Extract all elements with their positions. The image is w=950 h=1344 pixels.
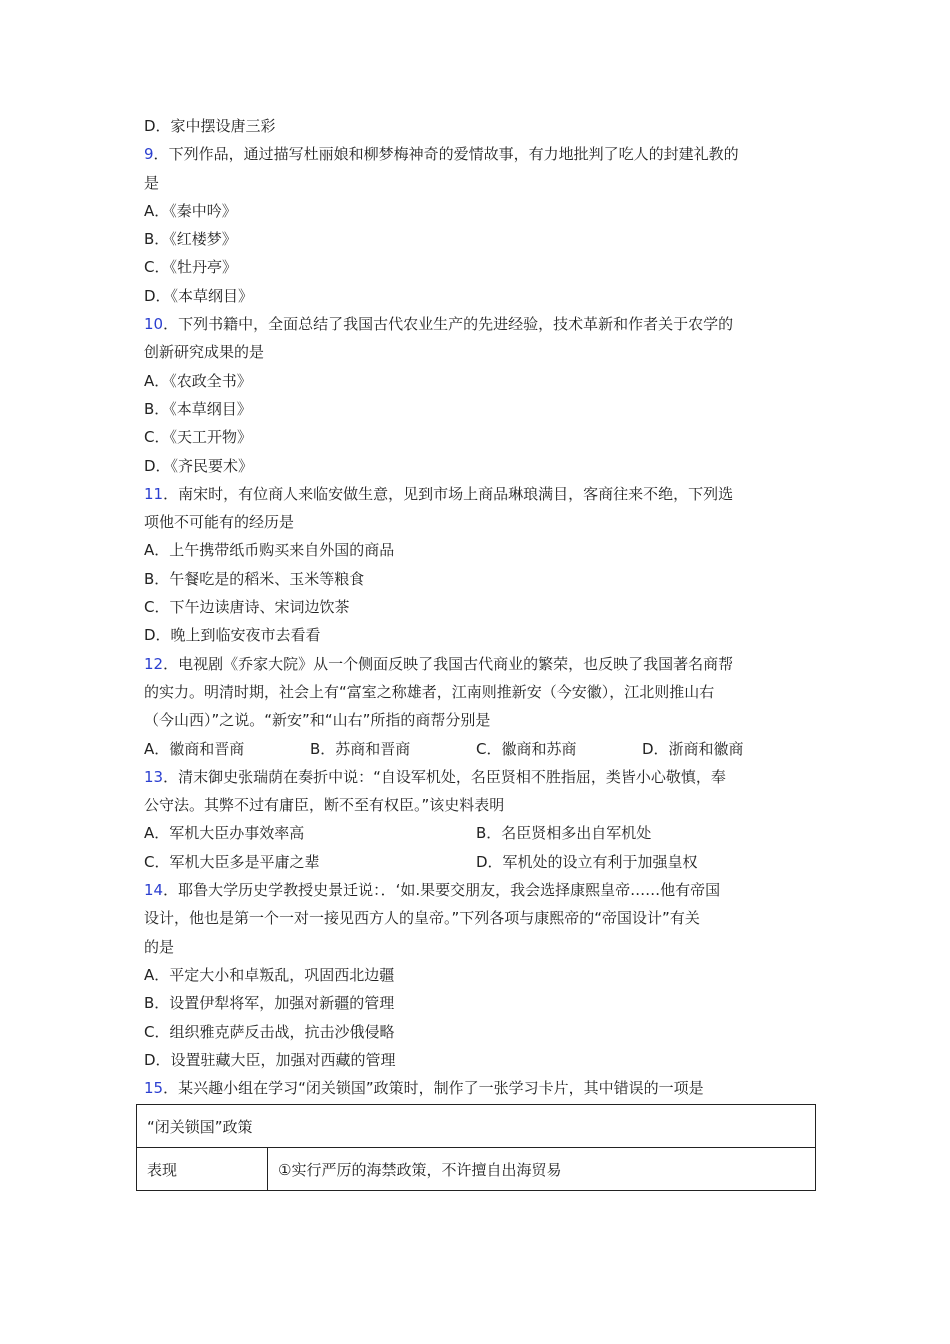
exam-page xyxy=(144,112,816,1102)
answer-option: B．《红楼梦》 xyxy=(144,230,237,249)
answer-option: D．家中摆设唐三彩 xyxy=(144,117,276,135)
table-label-cell: 表现 xyxy=(137,1148,268,1191)
question-separator: ． xyxy=(163,1079,179,1098)
option-row xyxy=(144,848,816,876)
answer-option: B．《本草纲目》 xyxy=(144,399,252,418)
answer-option: A．上午携带纸币购买来自外国的商品 xyxy=(144,541,395,560)
answer-option: D．浙商和徽商 xyxy=(642,739,744,758)
question-number: 11 xyxy=(144,484,164,503)
question-line xyxy=(144,310,816,338)
answer-option: A．军机大臣办事效率高 xyxy=(144,824,305,843)
question-number: 10 xyxy=(144,315,164,334)
table-value-cell: ①实行严厉的海禁政策，不许擅自出海贸易 xyxy=(268,1148,816,1191)
question-continuation: 是 xyxy=(144,173,160,192)
answer-option: D．《本草纲目》 xyxy=(144,286,254,305)
answer-option: C．下午边读唐诗、宋词边饮茶 xyxy=(144,598,350,617)
question-line xyxy=(144,1074,816,1102)
question-line xyxy=(144,480,816,508)
study-card-table xyxy=(136,1104,816,1191)
question-separator: ． xyxy=(163,767,179,786)
question-text: 下列作品，通过描写杜丽娘和柳梦梅神奇的爱情故事，有力地批判了吃人的封建礼教的 xyxy=(168,145,739,164)
question-continuation: （今山西）”之说。“新安”和“山右”所指的商帮分别是 xyxy=(144,711,491,730)
answer-option: A．徽商和晋商 xyxy=(144,739,245,758)
answer-option: C．军机大臣多是平庸之辈 xyxy=(144,852,320,871)
answer-option: D．晚上到临安夜市去看看 xyxy=(144,626,321,645)
question-line xyxy=(144,140,816,168)
question-number: 9 xyxy=(144,145,154,164)
answer-option: C．《牡丹亭》 xyxy=(144,258,237,277)
question-text: 电视剧《乔家大院》从一个侧面反映了我国古代商业的繁荣，也反映了我国著名商帮 xyxy=(178,654,734,673)
question-text: 下列书籍中，全面总结了我国古代农业生产的先进经验，技术革新和作者关于农学的 xyxy=(178,315,734,334)
question-separator: ． xyxy=(163,484,179,503)
question-number: 12 xyxy=(144,654,164,673)
table-header-cell: “闭关锁国”政策 xyxy=(137,1105,816,1148)
question-continuation: 的实力。明清时期，社会上有“富室之称雄者，江南则推新安（今安徽），江北则推山右 xyxy=(144,682,715,701)
question-separator: ． xyxy=(163,881,179,900)
answer-option: C．《天工开物》 xyxy=(144,428,252,447)
question-line xyxy=(144,650,816,678)
answer-option: D．军机处的设立有利于加强皇权 xyxy=(476,852,698,871)
question-text: 耶鲁大学历史学教授史景迁说：．‘如.果要交朋友，我会选择康熙皇帝……他有帝国 xyxy=(178,881,721,900)
answer-option: A．平定大小和卓叛乱，巩固西北边疆 xyxy=(144,965,395,984)
question-continuation: 项他不可能有的经历是 xyxy=(144,513,295,532)
question-line xyxy=(144,876,816,904)
answer-option: D．设置驻藏大臣，加强对西藏的管理 xyxy=(144,1050,396,1069)
question-text: 某兴趣小组在学习“闭关锁国”政策时，制作了一张学习卡片，其中错误的一项是 xyxy=(178,1079,704,1098)
table-row xyxy=(137,1148,816,1191)
question-separator: ． xyxy=(163,315,179,334)
table-header-row xyxy=(137,1105,816,1148)
question-continuation: 公守法。其弊不过有庸臣，断不至有权臣。”该史料表明 xyxy=(144,796,505,815)
answer-option: B．苏商和晋商 xyxy=(310,739,411,758)
question-separator: ． xyxy=(163,654,179,673)
answer-option: B．午餐吃是的稻米、玉米等粮食 xyxy=(144,569,365,588)
answer-option: A．《秦中吟》 xyxy=(144,201,237,220)
answer-option: A．《农政全书》 xyxy=(144,371,252,390)
answer-option: C．徽商和苏商 xyxy=(476,739,577,758)
answer-option: B．设置伊犁将军，加强对新疆的管理 xyxy=(144,994,395,1013)
option-row xyxy=(144,819,816,847)
answer-option: C．组织雅克萨反击战，抗击沙俄侵略 xyxy=(144,1022,395,1041)
question-line xyxy=(144,763,816,791)
answer-option: B．名臣贤相多出自军机处 xyxy=(476,824,652,843)
question-continuation: 设计，他也是第一个一对一接见西方人的皇帝。”下列各项与康熙帝的“帝国设计”有关 xyxy=(144,909,700,928)
question-number: 14 xyxy=(144,881,164,900)
question-continuation: 的是 xyxy=(144,937,175,956)
question-text: 南宋时，有位商人来临安做生意，见到市场上商品琳琅满目，客商往来不绝，下列选 xyxy=(178,484,734,503)
answer-option: D．《齐民要术》 xyxy=(144,456,254,475)
question-number: 15 xyxy=(144,1079,164,1098)
question-continuation: 创新研究成果的是 xyxy=(144,343,265,362)
question-number: 13 xyxy=(144,767,164,786)
question-separator: ． xyxy=(153,145,169,164)
question-text: 清末御史张瑞荫在奏折中说：“自设军机处，名臣贤相不胜指屈，类皆小心敬慎，奉 xyxy=(178,767,726,786)
option-row xyxy=(144,735,816,763)
